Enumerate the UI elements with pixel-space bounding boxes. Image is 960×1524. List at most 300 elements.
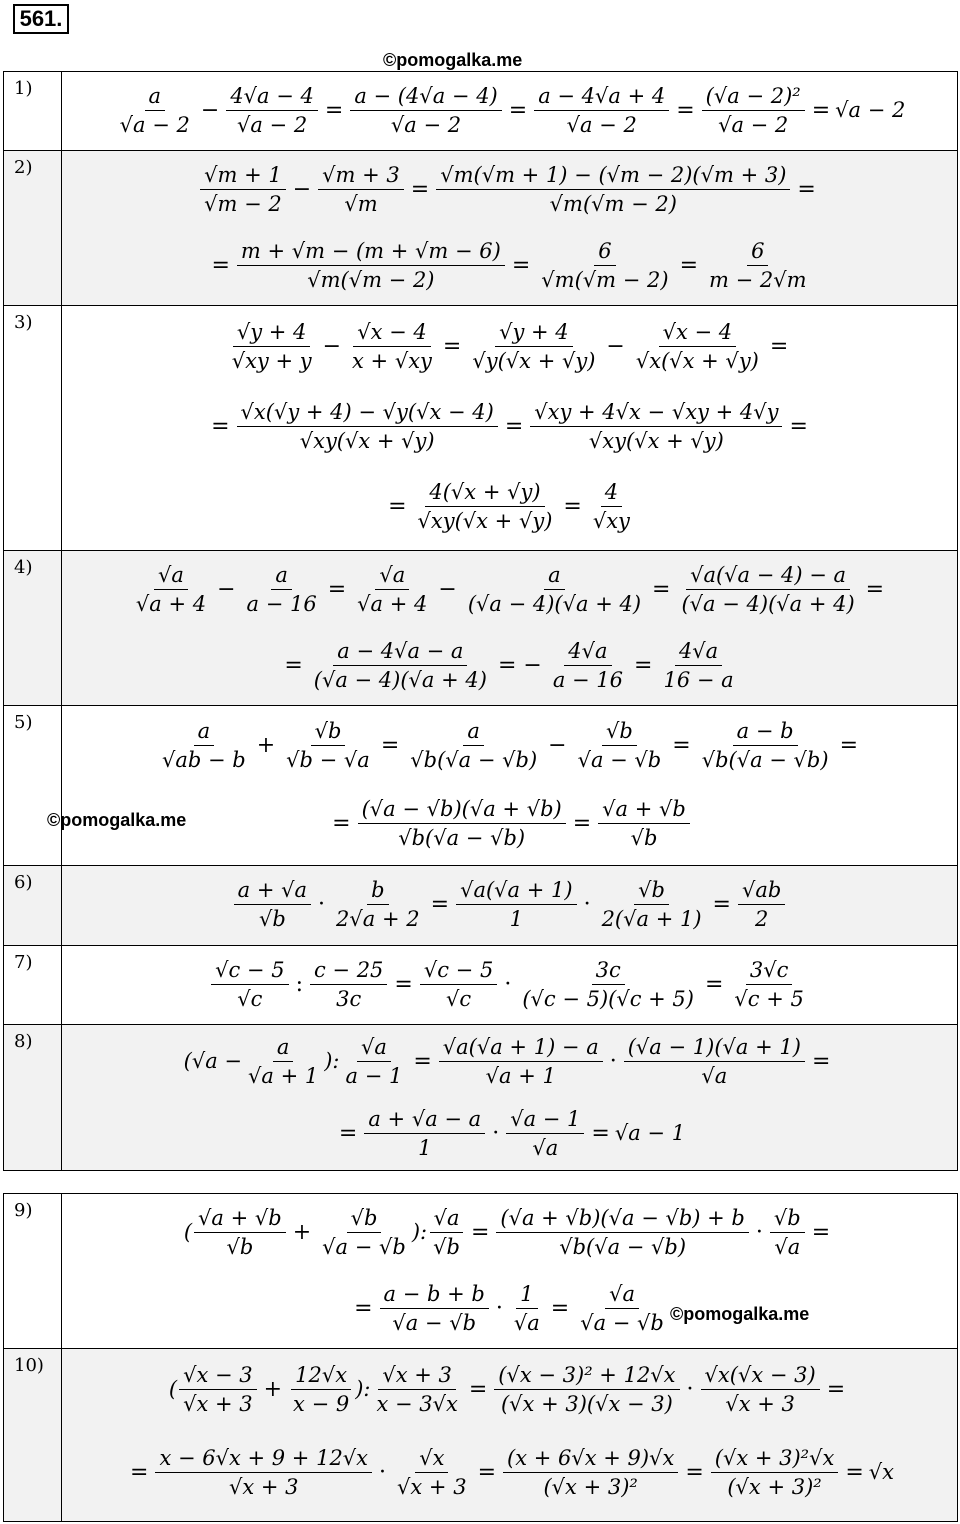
numerator: √c − 5 [211, 958, 288, 985]
fraction [702, 84, 805, 137]
expression-text: ): [355, 1377, 371, 1401]
item-number: 3) [4, 306, 62, 551]
operator: · [583, 891, 591, 917]
operator: = [211, 413, 230, 439]
watermark-middle: ©pomogalka.me [47, 810, 187, 830]
fraction [589, 480, 634, 533]
fraction [659, 639, 737, 692]
numerator: √x + 3 [378, 1363, 456, 1390]
equation-line [62, 946, 957, 1022]
denominator: √a − √b [322, 1234, 406, 1259]
operator: = [430, 891, 450, 917]
denominator: a − 16 [552, 667, 624, 692]
solution-body [62, 551, 958, 706]
operator: = [380, 732, 400, 758]
operator: = [572, 810, 592, 836]
denominator: √m [344, 191, 378, 216]
denominator: √b(√a − √b) [398, 825, 526, 850]
watermark-bottom: ©pomogalka.me [670, 1304, 810, 1324]
fraction [738, 878, 785, 931]
numerator: 4√a [675, 639, 722, 666]
numerator: √a [430, 1206, 464, 1233]
numerator: √b [634, 878, 669, 905]
equation-line [62, 627, 957, 703]
numerator: √x − 4 [659, 320, 737, 347]
numerator: √x − 4 [353, 320, 431, 347]
denominator: √a [701, 1063, 728, 1088]
denominator: √xy + y [231, 348, 312, 373]
operator: − [438, 576, 457, 602]
operator: = [338, 1120, 358, 1146]
numerator: √m + 1 [200, 163, 286, 190]
denominator: √b [258, 906, 286, 931]
fraction [711, 1446, 839, 1499]
fraction [494, 1363, 679, 1416]
numerator: x − 6√x + 9 + 12√x [155, 1446, 372, 1473]
operator: = [354, 1295, 373, 1321]
solution-body [62, 72, 958, 151]
equation-line [62, 386, 957, 466]
denominator: √a − √b [392, 1310, 477, 1335]
item-number: 9) [4, 1194, 62, 1349]
denominator: √a + 1 [485, 1063, 556, 1088]
expression-text: √a − 1 [614, 1121, 686, 1145]
fraction [439, 1035, 603, 1088]
operator: · [686, 1376, 694, 1402]
operator: = [327, 576, 347, 602]
denominator: (√x + 3)² [727, 1474, 822, 1499]
expression-text: ): [411, 1220, 428, 1244]
operator: = [504, 413, 524, 439]
denominator: √xy(√x + √y) [299, 428, 435, 453]
denominator: (√x + 3)(√x − 3) [500, 1391, 673, 1416]
denominator: √b(√a − √b) [410, 747, 538, 772]
denominator: √a − 2 [718, 112, 789, 137]
operator: = [470, 1219, 490, 1245]
fraction [243, 563, 321, 616]
solution-body [62, 151, 958, 306]
equation-line [62, 466, 957, 546]
equation-line [62, 151, 957, 227]
expression-text: (√a − [183, 1049, 242, 1073]
equation-line [62, 227, 957, 303]
solution-body [62, 306, 958, 551]
numerator: √a [605, 1282, 639, 1309]
solution-body [62, 1194, 958, 1349]
numerator: √b [770, 1206, 805, 1233]
numerator: (√x − 3)² + 12√x [494, 1363, 679, 1390]
operator: = [797, 176, 816, 202]
denominator: √ab − b [161, 747, 246, 772]
numerator: √a [375, 563, 409, 590]
numerator: √m + 3 [318, 163, 404, 190]
operator: = [388, 493, 407, 519]
numerator: a − b [733, 719, 798, 746]
operator: = [811, 1219, 831, 1245]
operator: = [410, 176, 430, 202]
numerator: 4√a − 4 [226, 84, 318, 111]
fraction [310, 639, 491, 692]
numerator: √xy + 4√x − √xy + 4√y [530, 400, 782, 427]
solution-row [4, 551, 958, 706]
item-number: 5) [4, 706, 62, 866]
operator: = [789, 413, 808, 439]
numerator: (√a − 2)² [702, 84, 805, 111]
item-number: 6) [4, 866, 62, 946]
operator: = [394, 971, 413, 997]
numerator: 1 [516, 1282, 537, 1309]
fraction [770, 1206, 805, 1259]
fraction [510, 1282, 544, 1335]
solution-row [4, 1349, 958, 1522]
solution-body [62, 706, 958, 866]
numerator: (√x + 3)²√x [711, 1446, 839, 1473]
fraction [353, 563, 431, 616]
numerator: √x(√x − 3) [701, 1363, 820, 1390]
operator: + [292, 1219, 312, 1245]
operator: − [606, 333, 625, 359]
operator: · [379, 1459, 387, 1485]
operator: = [130, 1459, 149, 1485]
denominator: m − 2√m [709, 267, 807, 292]
denominator: √m − 2 [204, 191, 282, 216]
numerator: √c − 5 [420, 958, 497, 985]
fraction [496, 1206, 749, 1259]
operator: · [318, 891, 326, 917]
numerator: √y + 4 [233, 320, 311, 347]
numerator: √a + √b [598, 797, 690, 824]
operator: = [676, 97, 695, 123]
denominator: √a − √b [580, 1310, 664, 1335]
operator: : [295, 971, 303, 997]
denominator: (√a − 4)(√a + 4) [681, 591, 855, 616]
denominator: √x + 3 [228, 1474, 299, 1499]
fraction [318, 163, 404, 216]
fraction [503, 1446, 678, 1499]
numerator: 3√c [746, 958, 793, 985]
denominator: √a − 2 [390, 112, 462, 137]
fraction [342, 1035, 407, 1088]
item-number: 1) [4, 72, 62, 151]
numerator: a [463, 719, 484, 746]
operator: − [200, 97, 220, 123]
operator: = [652, 576, 671, 602]
equation-line [62, 306, 957, 386]
numerator: √m(√m + 1) − (√m − 2)(√m + 3) [436, 163, 790, 190]
denominator: √b [630, 825, 658, 850]
numerator: a + √a [234, 878, 311, 905]
item-number: 10) [4, 1349, 62, 1522]
fraction [282, 719, 374, 772]
operator: = [712, 891, 731, 917]
equation-line [62, 1349, 957, 1429]
numerator: (√a − √b)(√a + √b) [358, 797, 566, 824]
numerator: (√a − 1)(√a + 1) [624, 1035, 805, 1062]
solution-table-1 [3, 71, 958, 1171]
denominator: 16 − a [663, 667, 734, 692]
equation-line [62, 706, 957, 784]
denominator: √a − 2 [236, 112, 308, 137]
denominator: √xy(√x + √y) [588, 428, 724, 453]
numerator: √a(√a + 1) − a [439, 1035, 603, 1062]
fraction [244, 1035, 322, 1088]
solution-body [62, 1349, 958, 1522]
expression-text: ( [183, 1220, 193, 1244]
operator: · [609, 1048, 617, 1074]
denominator: √a + 1 [248, 1063, 319, 1088]
fraction [414, 480, 557, 533]
denominator: a − 16 [246, 591, 317, 616]
operator: = [413, 1048, 432, 1074]
operator: = [550, 1295, 570, 1321]
operator: = [284, 652, 303, 678]
fraction [200, 163, 286, 216]
fraction [132, 563, 210, 616]
equation-line [62, 551, 957, 627]
denominator: √c [446, 986, 472, 1011]
expression-text: √x [868, 1460, 894, 1484]
fraction [406, 719, 541, 772]
numerator: 3c [592, 958, 625, 985]
solution-body [62, 866, 958, 946]
operator: − [548, 732, 567, 758]
fraction [429, 1206, 464, 1259]
fraction [179, 1363, 257, 1416]
fraction [364, 1107, 485, 1160]
equation-line [62, 1429, 957, 1515]
operator: = [634, 652, 653, 678]
fraction [289, 1363, 353, 1416]
fraction [537, 239, 672, 292]
solution-row [4, 306, 958, 551]
fraction [380, 1282, 489, 1335]
operator: − [292, 176, 312, 202]
fraction [677, 563, 858, 616]
denominator: √xy(√x + √y) [417, 508, 553, 533]
expression-text: ( [168, 1377, 178, 1401]
denominator: x + √xy [352, 348, 432, 373]
denominator: (√c − 5)(√c + 5) [522, 986, 694, 1011]
fraction [464, 563, 645, 616]
operator: = [839, 732, 859, 758]
denominator: √x + 3 [725, 1391, 795, 1416]
fraction [226, 84, 318, 137]
denominator: a − 1 [345, 1063, 403, 1088]
numerator: 6 [747, 239, 768, 266]
numerator: 4√a [564, 639, 611, 666]
operator: = [324, 97, 344, 123]
operator: − [217, 576, 236, 602]
problem-number: 561. [13, 4, 69, 34]
numerator: √b [347, 1206, 382, 1233]
operator: = [865, 576, 885, 602]
operator: + [263, 1376, 283, 1402]
item-number: 8) [4, 1025, 62, 1171]
operator: = [211, 252, 230, 278]
denominator: 2(√a + 1) [601, 906, 702, 931]
solution-body [62, 946, 958, 1025]
fraction [211, 958, 288, 1011]
numerator: √b [602, 719, 637, 746]
numerator: a [273, 1035, 294, 1062]
watermark-top: ©pomogalka.me [383, 50, 523, 70]
equation-line [62, 1025, 957, 1097]
operator: = [332, 810, 351, 836]
numerator: √a [154, 563, 188, 590]
equation-line [62, 784, 957, 862]
numerator: a [145, 84, 166, 111]
denominator: √y(√x + √y) [472, 348, 596, 373]
equation-line [62, 72, 957, 148]
denominator: √a − 2 [566, 112, 637, 137]
numerator: a − (4√a − 4) [350, 84, 501, 111]
fraction [576, 1282, 668, 1335]
numerator: a − 4√a + 4 [534, 84, 669, 111]
numerator: m + √m − (m + √m − 6) [237, 239, 505, 266]
operator: − [322, 333, 342, 359]
operator: = [826, 1376, 846, 1402]
equation-line [62, 866, 957, 942]
operator: = [704, 971, 724, 997]
denominator: (√a − 4)(√a + 4) [313, 667, 487, 692]
denominator: √b(√a − √b) [701, 747, 829, 772]
operator: = [679, 252, 699, 278]
fraction [372, 1363, 461, 1416]
numerator: √x [415, 1446, 448, 1473]
fraction [701, 1363, 820, 1416]
denominator: √x + 3 [397, 1474, 467, 1499]
operator: = [811, 97, 831, 123]
operator: = [811, 1048, 831, 1074]
fraction [332, 878, 424, 931]
numerator: a [271, 563, 292, 590]
operator: · [495, 1295, 503, 1321]
fraction [549, 639, 627, 692]
fraction [705, 239, 811, 292]
operator: = [769, 333, 789, 359]
solution-table-2 [3, 1193, 958, 1522]
item-number: 7) [4, 946, 62, 1025]
numerator: √b [311, 719, 346, 746]
denominator: √b − √a [286, 747, 370, 772]
fraction [358, 797, 566, 850]
denominator: x − 3√x [376, 1391, 458, 1416]
fraction [158, 719, 250, 772]
numerator: √ab [738, 878, 785, 905]
numerator: 12√x [291, 1363, 351, 1390]
expression-text: √a − 2 [835, 98, 906, 122]
solution-body [62, 1025, 958, 1171]
fraction [468, 320, 599, 373]
fraction [228, 320, 316, 373]
equation-line [62, 1270, 957, 1346]
fraction [598, 878, 706, 931]
item-number: 4) [4, 551, 62, 706]
fraction [350, 84, 501, 137]
numerator: 4(√x + √y) [425, 480, 544, 507]
numerator: √x(√y + 4) − √y(√x − 4) [237, 400, 498, 427]
denominator: √a [774, 1234, 801, 1259]
fraction [310, 958, 387, 1011]
denominator: √x(√x + √y) [635, 348, 759, 373]
denominator: √m(√m − 2) [307, 267, 435, 292]
denominator: 2 [754, 906, 769, 931]
denominator: √x + 3 [183, 1391, 253, 1416]
numerator: √y + 4 [495, 320, 573, 347]
fraction [155, 1446, 372, 1499]
operator: · [755, 1219, 763, 1245]
numerator: c − 25 [310, 958, 387, 985]
operator: = [442, 333, 462, 359]
fraction [234, 878, 311, 931]
denominator: √a − √b [577, 747, 662, 772]
fraction [348, 320, 436, 373]
fraction [598, 797, 690, 850]
fraction [730, 958, 807, 1011]
denominator: √a [532, 1135, 559, 1160]
denominator: x − 9 [293, 1391, 350, 1416]
denominator: √xy [592, 508, 630, 533]
fraction [632, 320, 763, 373]
solution-row [4, 72, 958, 151]
numerator: √a − 1 [506, 1107, 584, 1134]
solution-row [4, 866, 958, 946]
operator: = [672, 732, 691, 758]
operator: + [256, 732, 276, 758]
equation-line [62, 1097, 957, 1169]
operator: = [685, 1459, 704, 1485]
denominator: 3c [336, 986, 362, 1011]
numerator: √a [357, 1035, 391, 1062]
operator: · [492, 1120, 500, 1146]
numerator: b [367, 878, 388, 905]
operator: = [845, 1459, 864, 1485]
denominator: √a + 4 [135, 591, 207, 616]
fraction [237, 239, 505, 292]
fraction [194, 1206, 286, 1259]
fraction [456, 878, 577, 931]
denominator: √m(√m − 2) [541, 267, 669, 292]
fraction [624, 1035, 805, 1088]
denominator: √c [237, 986, 263, 1011]
solution-row [4, 151, 958, 306]
numerator: 6 [594, 239, 615, 266]
solution-row [4, 946, 958, 1025]
numerator: √x − 3 [179, 1363, 257, 1390]
fraction [574, 719, 666, 772]
fraction [506, 1107, 584, 1160]
fraction [393, 1446, 471, 1499]
operator: = [508, 97, 528, 123]
denominator: √c + 5 [734, 986, 804, 1011]
operator: = [563, 493, 582, 519]
fraction [530, 400, 782, 453]
denominator: (√a − 4)(√a + 4) [467, 591, 642, 616]
solution-row [4, 1025, 958, 1171]
numerator: 4 [601, 480, 622, 507]
fraction [436, 163, 790, 216]
fraction [116, 84, 194, 137]
equation-line [62, 1194, 957, 1270]
denominator: √b [433, 1234, 460, 1259]
denominator: √a + 4 [357, 591, 428, 616]
denominator: 2√a + 2 [336, 906, 420, 931]
numerator: a − b + b [380, 1282, 489, 1309]
denominator: 1 [418, 1135, 432, 1160]
solution-row [4, 706, 958, 866]
operator: · [504, 971, 512, 997]
denominator: √b(√a − √b) [559, 1234, 687, 1259]
